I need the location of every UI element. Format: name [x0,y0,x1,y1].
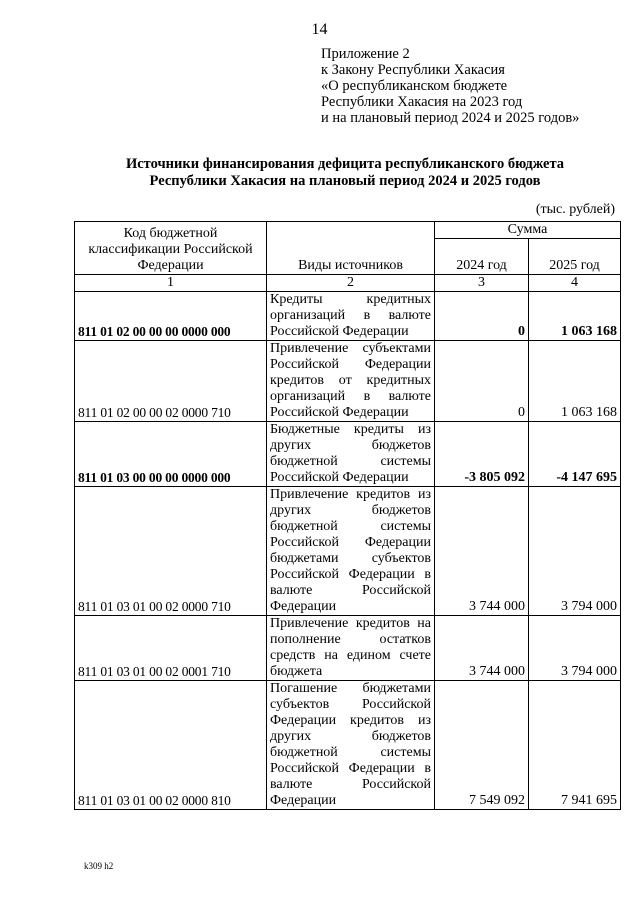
row-value-2024: -3 805 092 [435,422,529,487]
appendix-line: и на плановый период 2024 и 2025 годов» [321,110,580,126]
row-code: 811 01 03 00 00 00 0000 000 [75,422,267,487]
document-title [75,156,615,190]
header-year-2024: 2024 год [435,239,529,275]
column-number: 4 [529,275,621,292]
row-code: 811 01 02 00 00 02 0000 710 [75,341,267,422]
row-value-2025: 7 941 695 [529,681,621,810]
table-row [75,487,621,616]
header-sum: Сумма [435,222,621,239]
table-row [75,292,621,341]
row-value-2024: 7 549 092 [435,681,529,810]
row-value-2025: 3 794 000 [529,616,621,681]
row-value-2024: 3 744 000 [435,487,529,616]
title-line: Источники финансирования дефицита республиканского бюджета [125,156,565,172]
column-number: 2 [267,275,435,292]
units-label: (тыс. рублей) [535,202,615,217]
table-row [75,341,621,422]
row-value-2025: 1 063 168 [529,341,621,422]
footer-code: k309 h2 [84,861,114,871]
row-value-2024: 0 [435,292,529,341]
row-kind: Привлечение субъектами Российской Федерации кредитов от кредитных организаций в валюте Российской Федерации [267,341,435,422]
financing-sources-table [74,221,621,810]
row-code: 811 01 03 01 00 02 0000 810 [75,681,267,810]
row-value-2024: 0 [435,341,529,422]
page-number: 14 [311,21,328,38]
row-kind: Погашение бюджетами субъектов Российской Федерации кредитов из других бюджетов бюджетной системы Российской Федерации в валюте Российской Федерации [267,681,435,810]
appendix-header [321,46,621,126]
column-number: 1 [75,275,267,292]
row-code: 811 01 02 00 00 00 0000 000 [75,292,267,341]
row-value-2024: 3 744 000 [435,616,529,681]
appendix-line: «О республиканском бюджете [321,78,508,94]
appendix-line: Приложение 2 [321,46,410,62]
header-kind: Виды источников [267,222,435,275]
header-code: Код бюджетной классификации Российской Федерации [75,222,267,275]
row-code: 811 01 03 01 00 02 0001 710 [75,616,267,681]
table-row [75,422,621,487]
title-line: Республики Хакасия на плановый период 2024 и 2025 годов [149,173,541,189]
appendix-line: к Закону Республики Хакасия [321,62,505,78]
appendix-line: Республики Хакасия на 2023 год [321,94,523,110]
header-year-2025: 2025 год [529,239,621,275]
column-number: 3 [435,275,529,292]
table-row [75,681,621,810]
row-code: 811 01 03 01 00 02 0000 710 [75,487,267,616]
row-kind: Бюджетные кредиты из других бюджетов бюджетной системы Российской Федерации [267,422,435,487]
table-row [75,616,621,681]
row-value-2025: 1 063 168 [529,292,621,341]
row-value-2025: -4 147 695 [529,422,621,487]
row-kind: Привлечение кредитов на пополнение остатков средств на едином счете бюджета [267,616,435,681]
row-value-2025: 3 794 000 [529,487,621,616]
row-kind: Кредиты кредитных организаций в валюте Российской Федерации [267,292,435,341]
row-kind: Привлечение кредитов из других бюджетов бюджетной системы Российской Федерации бюджетами субъектов Российской Федерации в валюте Российской Федерации [267,487,435,616]
